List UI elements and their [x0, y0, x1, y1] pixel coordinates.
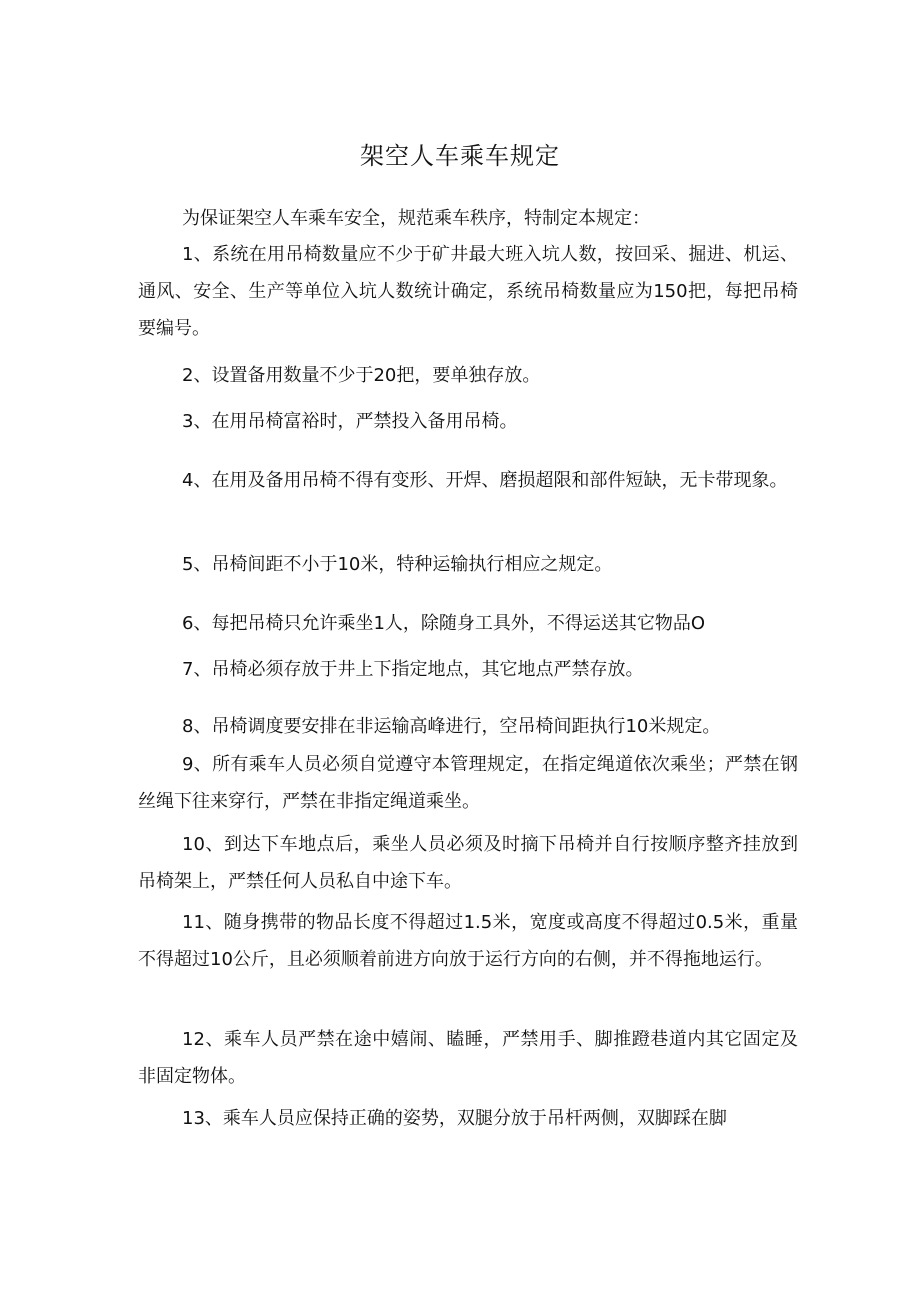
- rule-10: 10、到达下车地点后，乘坐人员必须及时摘下吊椅并自行按顺序整齐挂放到吊椅架上，严禁任何人员私自中途下车。: [138, 834, 798, 892]
- rule-13: 13、乘车人员应保持正确的姿势，双腿分放于吊杆两侧，双脚踩在脚: [182, 1108, 727, 1129]
- rule-9: 9、所有乘车人员必须自觉遵守本管理规定，在指定绳道依次乘坐；严禁在钢丝绳下往来穿行，严禁在非指定绳道乘坐。: [138, 754, 798, 812]
- rule-7: 7、吊椅必须存放于井上下指定地点，其它地点严禁存放。: [182, 659, 644, 680]
- rule-5: 5、吊椅间距不小于10米，特种运输执行相应之规定。: [182, 554, 613, 575]
- rule-1: 1、系统在用吊椅数量应不少于矿井最大班入坑人数，按回采、掘进、机运、通风、安全、生产等单位入坑人数统计确定，系统吊椅数量应为150把，每把吊椅要编号。: [138, 244, 798, 339]
- rule-8: 8、吊椅调度要安排在非运输高峰进行，空吊椅间距执行10米规定。: [182, 716, 721, 737]
- rule-12: 12、乘车人员严禁在途中嬉闹、瞌睡，严禁用手、脚推蹬巷道内其它固定及非固定物体。: [138, 1029, 798, 1087]
- rule-3: 3、在用吊椅富裕时，严禁投入备用吊椅。: [182, 411, 518, 432]
- document-title: 架空人车乘车规定: [360, 142, 560, 170]
- rule-6: 6、每把吊椅只允许乘坐1人，除随身工具外，不得运送其它物品O: [182, 613, 706, 634]
- rule-4: 4、在用及备用吊椅不得有变形、开焊、磨损超限和部件短缺，无卡带现象。: [182, 470, 788, 491]
- intro-paragraph: 为保证架空人车乘车安全，规范乘车秩序，特制定本规定：: [182, 208, 650, 229]
- rule-2: 2、设置备用数量不少于20把，要单独存放。: [182, 365, 541, 386]
- rule-11: 11、随身携带的物品长度不得超过1.5米，宽度或高度不得超过0.5米，重量不得超过10公斤，且必须顺着前进方向放于运行方向的右侧，并不得拖地运行。: [138, 912, 798, 970]
